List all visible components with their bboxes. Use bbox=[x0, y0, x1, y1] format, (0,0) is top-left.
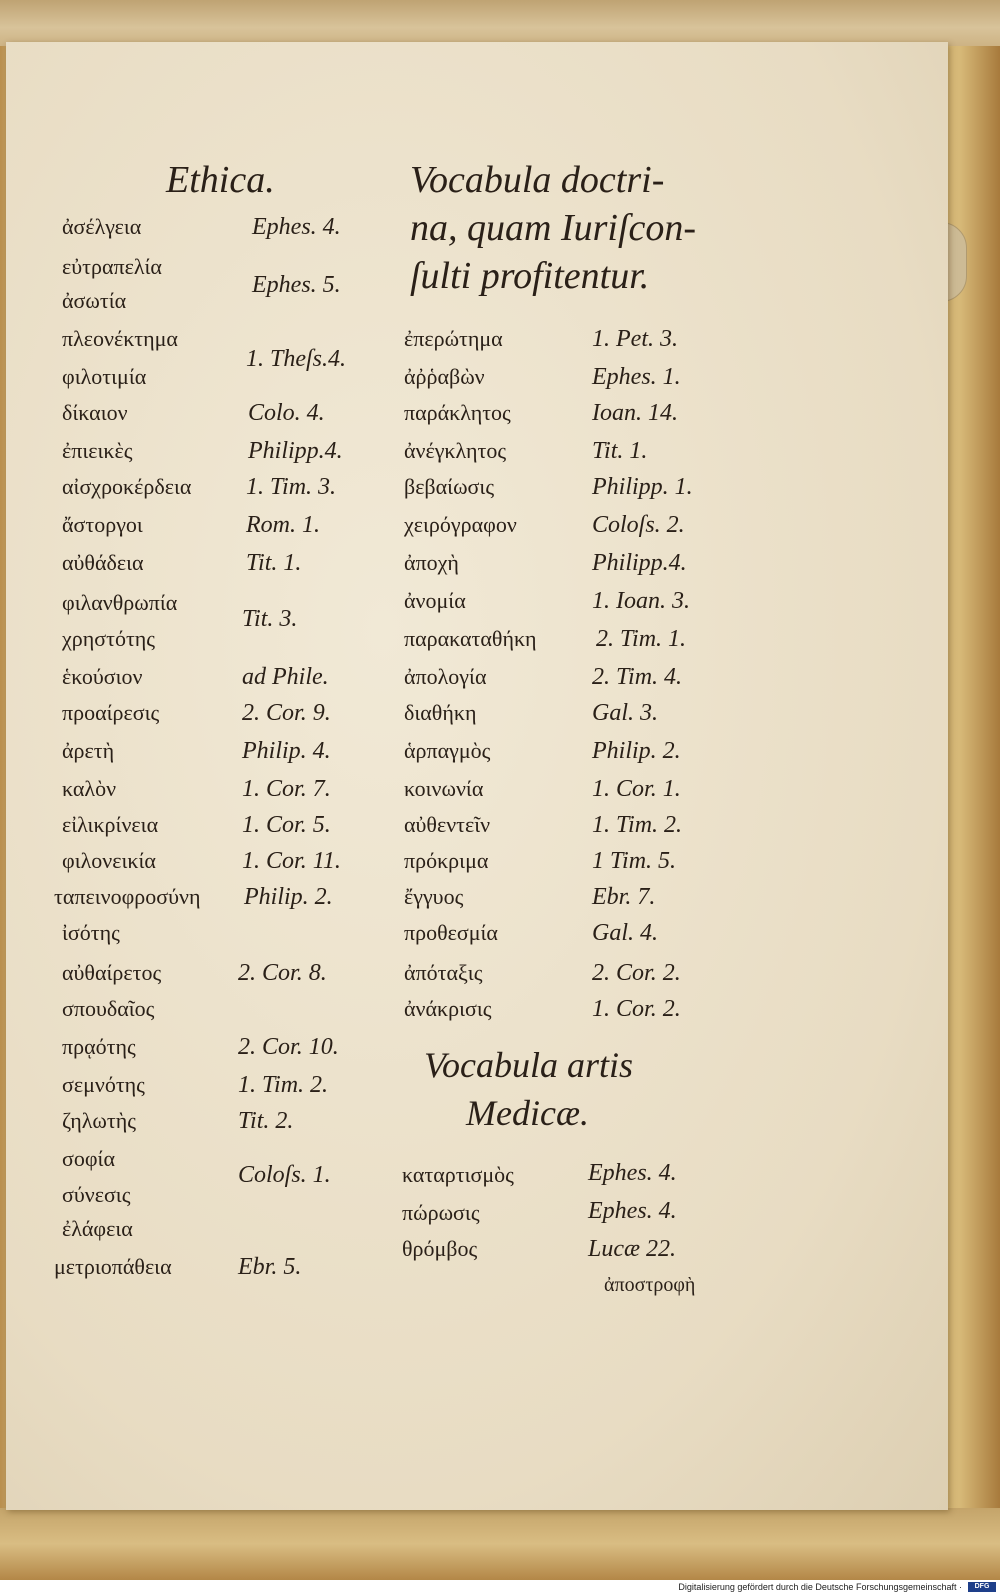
greek-term: πρᾳότης bbox=[62, 1034, 136, 1059]
scripture-reference: Ephes. 4. bbox=[588, 1160, 677, 1186]
greek-term: ἀνομία bbox=[404, 588, 466, 613]
scripture-reference: Tit. 3. bbox=[242, 606, 298, 632]
scripture-reference: 1. Tim. 2. bbox=[592, 812, 683, 838]
greek-term: σοφία bbox=[62, 1146, 116, 1171]
greek-term: βεβαίωσις bbox=[404, 474, 495, 499]
scripture-reference: Coloſs. 2. bbox=[592, 512, 685, 538]
scripture-reference: 1. Cor. 1. bbox=[592, 776, 681, 802]
medical-heading-line-1: Vocabula artis bbox=[424, 1045, 634, 1085]
greek-term: ζηλωτὴς bbox=[62, 1108, 136, 1133]
greek-term: φιλονεικία bbox=[62, 848, 156, 873]
scripture-reference: Philip. 4. bbox=[242, 738, 331, 764]
scripture-reference: ad Phile. bbox=[242, 664, 329, 690]
scripture-reference: 2. Cor. 10. bbox=[238, 1034, 339, 1060]
greek-term: σπουδαῖος bbox=[62, 996, 155, 1021]
greek-term: χειρόγραφον bbox=[404, 512, 517, 537]
greek-term: αἰσχροκέρδεια bbox=[62, 474, 192, 499]
footer-text: Digitalisierung gefördert durch die Deutsche Forschungsgemeinschaft · bbox=[678, 1582, 962, 1592]
scripture-reference: Philip. 2. bbox=[244, 884, 333, 910]
greek-term: ἁρπαγμὸς bbox=[404, 738, 491, 763]
greek-term: πρόκριμα bbox=[404, 848, 489, 873]
greek-term: καταρτισμὸς bbox=[402, 1162, 514, 1187]
greek-term: πλεονέκτημα bbox=[62, 326, 178, 351]
cover-bottom-edge bbox=[0, 1508, 1000, 1580]
left-heading: Ethica. bbox=[166, 159, 275, 201]
scripture-reference: 1 Tim. 5. bbox=[592, 848, 677, 874]
scripture-reference: Ebr. 7. bbox=[592, 884, 656, 910]
scripture-reference: Tit. 1. bbox=[592, 438, 648, 464]
greek-term: θρόμβος bbox=[402, 1236, 478, 1261]
scripture-reference: 1. Tim. 2. bbox=[238, 1072, 329, 1098]
scripture-reference: Ioan. 14. bbox=[592, 400, 678, 426]
greek-term: ἑκούσιον bbox=[62, 664, 143, 689]
greek-term: αὐθάδεια bbox=[62, 550, 144, 575]
scripture-reference: Coloſs. 1. bbox=[238, 1162, 331, 1188]
right-heading-line-2: na, quam Iuriſcon- bbox=[410, 207, 697, 249]
greek-term: ταπεινοφροσύνη bbox=[54, 884, 201, 909]
greek-term: ἄστοργοι bbox=[62, 512, 143, 537]
greek-term: παρακαταθήκη bbox=[404, 626, 537, 651]
scripture-reference: Gal. 3. bbox=[592, 700, 658, 726]
dfg-logo: DFG bbox=[968, 1582, 996, 1592]
scripture-reference: 1. Cor. 11. bbox=[242, 848, 341, 874]
scripture-reference: Rom. 1. bbox=[246, 512, 320, 538]
greek-term: πώρωσις bbox=[402, 1200, 480, 1225]
greek-term: αὐθεντεῖν bbox=[404, 812, 491, 837]
greek-term: φιλοτιμία bbox=[62, 364, 147, 389]
greek-term: ἀσέλγεια bbox=[62, 214, 142, 239]
scripture-reference: 2. Tim. 1. bbox=[596, 626, 687, 652]
scripture-reference: Philip. 2. bbox=[592, 738, 681, 764]
medical-heading-line-2: Medicæ. bbox=[466, 1093, 589, 1133]
greek-term: σύνεσις bbox=[62, 1182, 131, 1207]
greek-term: ἀσωτία bbox=[62, 288, 127, 313]
scripture-reference: 1. Cor. 2. bbox=[592, 996, 681, 1022]
scripture-reference: Philipp.4. bbox=[592, 550, 687, 576]
greek-term: ἐπερώτημα bbox=[404, 326, 503, 351]
scripture-reference: Colo. 4. bbox=[248, 400, 325, 426]
greek-term: ἐλάφεια bbox=[62, 1216, 133, 1241]
greek-term: ἀπόταξις bbox=[404, 960, 483, 985]
right-heading-line-1: Vocabula doctri- bbox=[410, 159, 665, 201]
greek-term: ἀρετὴ bbox=[62, 738, 115, 763]
scripture-reference: Lucæ 22. bbox=[588, 1236, 677, 1262]
scripture-reference: Ephes. 1. bbox=[592, 364, 681, 390]
greek-term: κοινωνία bbox=[404, 776, 484, 801]
right-heading-line-3: ſulti profitentur. bbox=[410, 255, 650, 297]
greek-term: ἰσότης bbox=[62, 920, 120, 945]
greek-term: ἔγγυος bbox=[404, 884, 464, 909]
greek-term: προαίρεσις bbox=[62, 700, 160, 725]
greek-term: ἐπιεικὲς bbox=[62, 438, 133, 463]
greek-term: δίκαιον bbox=[62, 400, 128, 425]
scripture-reference: Tit. 2. bbox=[238, 1108, 294, 1134]
greek-term: διαθήκη bbox=[404, 700, 477, 725]
greek-term: παράκλητος bbox=[404, 400, 511, 425]
scripture-reference: 1. Ioan. 3. bbox=[592, 588, 690, 614]
scripture-reference: 2. Cor. 9. bbox=[242, 700, 331, 726]
scripture-reference: Gal. 4. bbox=[592, 920, 658, 946]
scripture-reference: Philipp. 1. bbox=[592, 474, 693, 500]
cover-top-edge bbox=[0, 0, 1000, 46]
scripture-reference: 1. Theſs.4. bbox=[246, 346, 347, 372]
greek-term: προθεσμία bbox=[404, 920, 498, 945]
scripture-reference: 2. Tim. 4. bbox=[592, 664, 683, 690]
scripture-reference: 1. Cor. 5. bbox=[242, 812, 331, 838]
greek-term: μετριοπάθεια bbox=[54, 1254, 172, 1279]
catchword: ἀποστροφὴ bbox=[604, 1274, 696, 1296]
greek-term: εὐτραπελία bbox=[62, 254, 162, 279]
digitization-footer bbox=[0, 1580, 1000, 1594]
scripture-reference: Ephes. 4. bbox=[588, 1198, 677, 1224]
greek-term: ἀῤῥαβὼν bbox=[404, 364, 485, 389]
scripture-reference: Tit. 1. bbox=[246, 550, 302, 576]
scripture-reference: 1. Tim. 3. bbox=[246, 474, 337, 500]
greek-term: φιλανθρωπία bbox=[62, 590, 178, 615]
book-page bbox=[6, 42, 948, 1510]
scripture-reference: 1. Cor. 7. bbox=[242, 776, 331, 802]
greek-term: ἀνέγκλητος bbox=[404, 438, 507, 463]
scripture-reference: Ebr. 5. bbox=[238, 1254, 302, 1280]
greek-term: σεμνότης bbox=[62, 1072, 145, 1097]
greek-term: εἰλικρίνεια bbox=[62, 812, 159, 837]
greek-term: ἀπολογία bbox=[404, 664, 487, 689]
scripture-reference: 1. Pet. 3. bbox=[592, 326, 678, 352]
scripture-reference: Ephes. 5. bbox=[252, 272, 341, 298]
greek-term: ἀνάκρισις bbox=[404, 996, 492, 1021]
scripture-reference: Philipp.4. bbox=[248, 438, 343, 464]
greek-term: καλὸν bbox=[62, 776, 117, 801]
scripture-reference: Ephes. 4. bbox=[252, 214, 341, 240]
greek-term: χρηστότης bbox=[62, 626, 156, 651]
greek-term: αὐθαίρετος bbox=[62, 960, 162, 985]
greek-term: ἀποχὴ bbox=[404, 550, 459, 575]
scripture-reference: 2. Cor. 8. bbox=[238, 960, 327, 986]
scripture-reference: 2. Cor. 2. bbox=[592, 960, 681, 986]
